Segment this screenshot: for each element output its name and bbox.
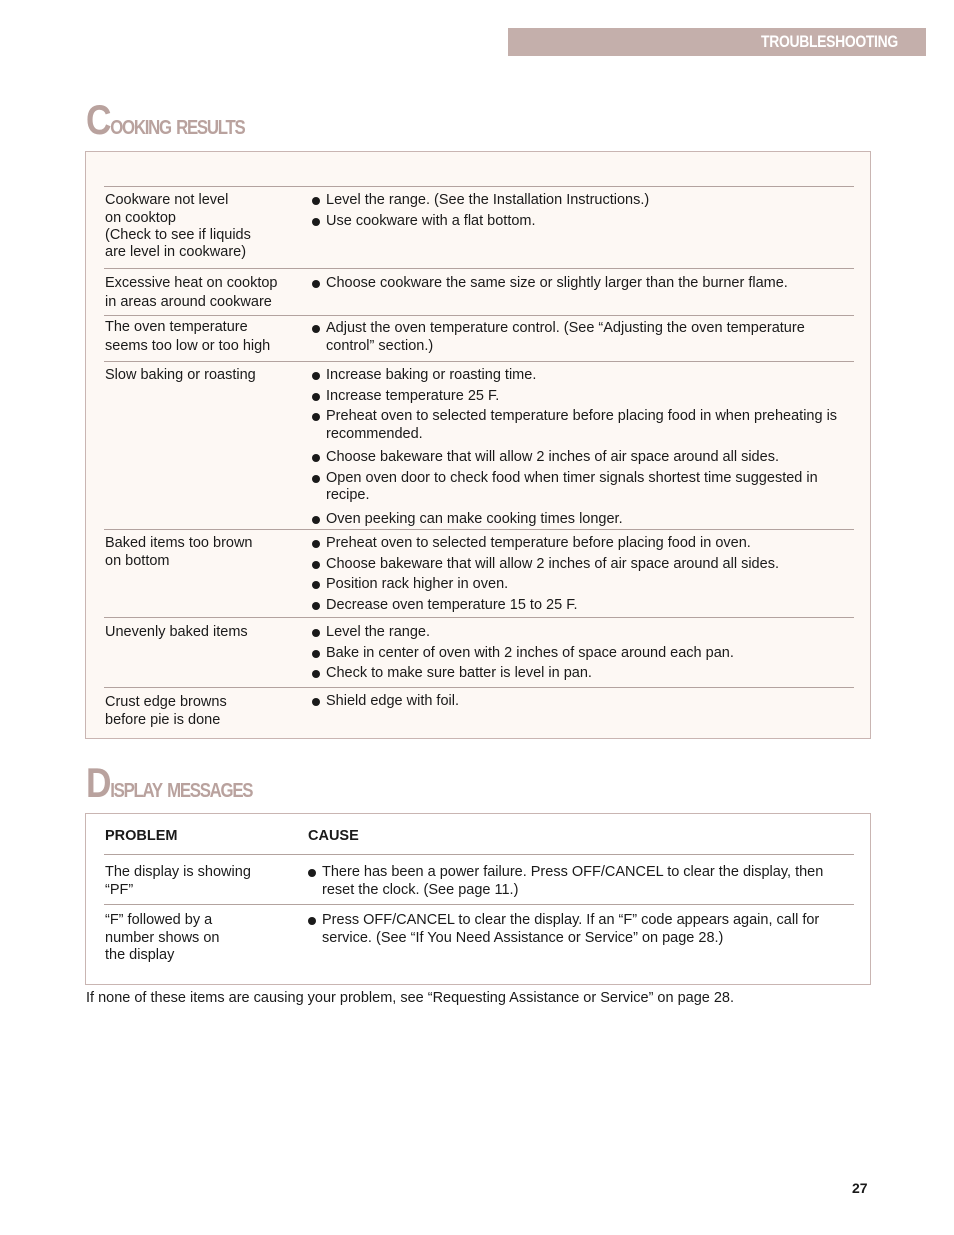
table-row — [104, 854, 854, 904]
page-number: 27 — [852, 1180, 868, 1196]
problem-text: The oven temperature seems too low or too high — [105, 319, 271, 354]
solution-list — [312, 275, 852, 296]
list-item: Increase temperature 25 F. — [312, 388, 852, 406]
list-item: Check to make sure batter is level in pan. — [312, 665, 852, 683]
list-item: Shield edge with foil. — [312, 693, 852, 711]
list-item: There has been a power failure. Press OFF/CANCEL to clear the display, then reset the clock. (See page 11.) — [308, 864, 848, 899]
cause-list — [308, 864, 848, 902]
table-row — [104, 617, 854, 687]
list-item: Level the range. (See the Installation Instructions.) — [312, 192, 852, 210]
table-row — [104, 529, 854, 617]
list-item: Decrease oven temperature 15 to 25 F. — [312, 597, 852, 615]
display-messages-table — [85, 813, 871, 985]
section-header-bar — [508, 28, 926, 56]
table-row — [104, 268, 854, 315]
list-item: Preheat oven to selected temperature before placing food in oven. — [312, 535, 852, 553]
display-messages-heading: Display messages — [86, 759, 253, 806]
solution-list — [312, 535, 852, 617]
list-item: Adjust the oven temperature control. (See “Adjusting the oven temperature control” section.) — [312, 320, 852, 355]
list-item: Preheat oven to selected temperature before placing food in when preheating is recommended. — [312, 408, 852, 443]
table-row — [104, 687, 854, 735]
list-item: Choose bakeware that will allow 2 inches of air space around all sides. — [312, 556, 852, 574]
table-row — [104, 315, 854, 361]
list-item: Choose bakeware that will allow 2 inches of air space around all sides. — [312, 449, 852, 467]
list-item: Bake in center of oven with 2 inches of space around each pan. — [312, 645, 852, 663]
section-label: TROUBLESHOOTING — [761, 32, 898, 51]
list-item: Oven peeking can make cooking times longer. — [312, 511, 852, 529]
table-header — [104, 828, 854, 854]
problem-text: Unevenly baked items — [105, 624, 248, 640]
solution-list — [312, 624, 852, 686]
problem-text: Slow baking or roasting — [105, 367, 256, 383]
column-header-problem: PROBLEM — [105, 828, 178, 844]
problem-text: Crust edge browns before pie is done — [105, 694, 227, 728]
problem-text: Excessive heat on cooktop in areas around cookware — [105, 275, 278, 310]
table-row — [104, 186, 854, 268]
list-item: Press OFF/CANCEL to clear the display. If an “F” code appears again, call for service. (See “If You Need Assistance or Service” on page 28.) — [308, 912, 848, 947]
list-item: Open oven door to check food when timer signals shortest time suggested in recipe. — [312, 470, 852, 505]
solution-list — [312, 320, 852, 358]
problem-text: The display is showing “PF” — [105, 864, 251, 898]
solution-list — [312, 367, 852, 531]
list-item: Choose cookware the same size or slightly larger than the burner flame. — [312, 275, 852, 293]
problem-text: Baked items too brown on bottom — [105, 535, 253, 569]
problem-text: “F” followed by a number shows on the display — [105, 912, 220, 963]
problem-text: Cookware not level on cooktop (Check to see if liquids are level in cookware) — [105, 192, 251, 260]
table-row — [104, 904, 854, 976]
list-item: Use cookware with a flat bottom. — [312, 213, 852, 231]
column-header-cause: CAUSE — [308, 828, 359, 844]
solution-list — [312, 192, 852, 233]
cause-list — [308, 912, 848, 950]
table-row — [104, 361, 854, 529]
footer-note: If none of these items are causing your problem, see “Requesting Assistance or Service” on page 28. — [86, 990, 735, 1006]
cooking-results-heading: Cooking results — [86, 96, 245, 143]
solution-list — [312, 693, 852, 714]
list-item: Increase baking or roasting time. — [312, 367, 852, 385]
list-item: Position rack higher in oven. — [312, 576, 852, 594]
list-item: Level the range. — [312, 624, 852, 642]
cooking-results-table — [85, 151, 871, 739]
